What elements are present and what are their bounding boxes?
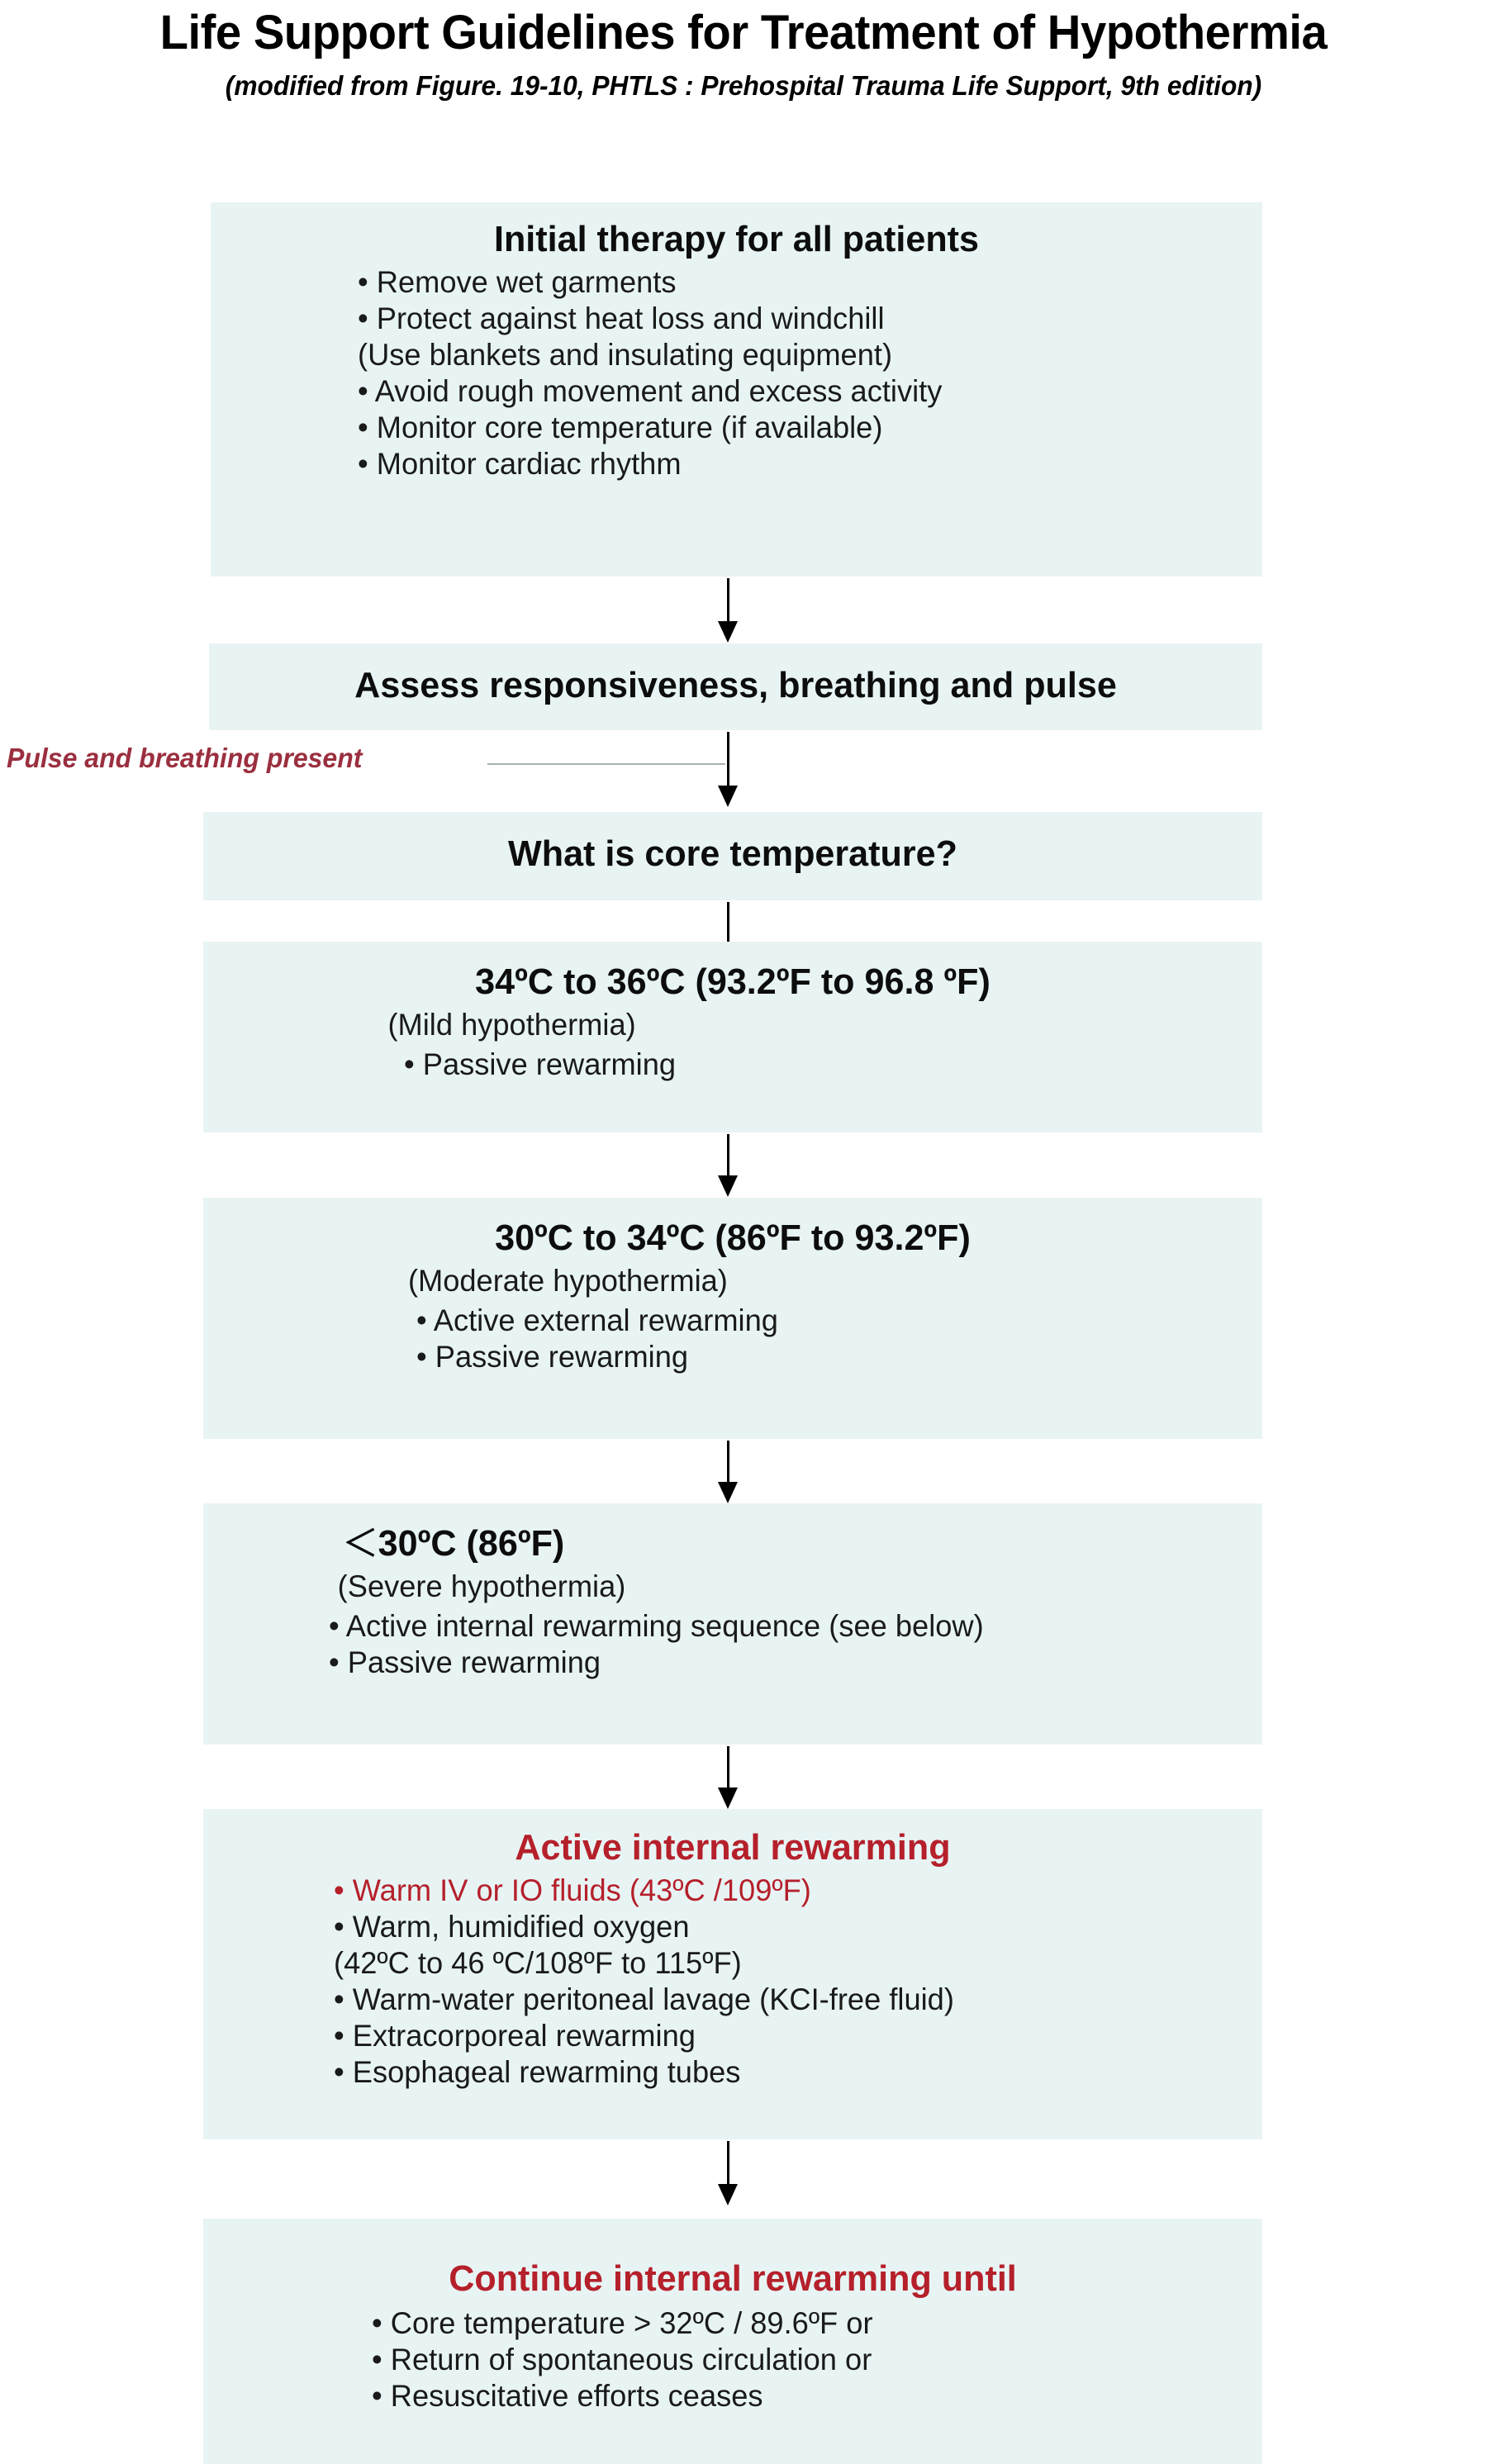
list-item: • Monitor core temperature (if available) — [358, 411, 883, 445]
flow-node-moderate-hypothermia — [203, 1198, 1262, 1439]
node-bullets-moderate-hypothermia — [203, 1303, 1262, 1375]
flow-arrow-7 — [711, 2141, 744, 2205]
node-title-continue-internal-rewarming: Continue internal rewarming until — [449, 2258, 1017, 2299]
page-title: Life Support Guidelines for Treatment of Hypothermia — [159, 6, 1328, 59]
node-title-assess: Assess responsiveness, breathing and pulse — [354, 665, 1117, 705]
list-item: • Passive rewarming — [416, 1339, 689, 1374]
list-item: • Monitor cardiac rhythm — [358, 447, 682, 482]
list-item: • Passive rewarming — [404, 1047, 677, 1081]
node-bullets-severe-hypothermia — [203, 1608, 1262, 1681]
flow-node-mild-hypothermia — [203, 942, 1262, 1132]
flow-node-active-internal-rewarming — [203, 1809, 1262, 2139]
list-item: • Extracorporeal rewarming — [334, 2019, 696, 2053]
flow-arrow-5 — [711, 1441, 744, 1503]
node-subtitle-moderate-hypothermia: (Moderate hypothermia) — [407, 1264, 728, 1298]
node-bullets-continue-internal-rewarming — [203, 2305, 1262, 2414]
list-item: • Core temperature > 32ºC / 89.6ºF or — [372, 2306, 873, 2341]
node-bullets-active-internal-rewarming — [203, 1873, 1262, 2091]
flow-node-severe-hypothermia — [203, 1503, 1262, 1745]
list-item: • Return of spontaneous circulation or — [372, 2343, 872, 2377]
flow-node-core-temperature-question — [203, 812, 1262, 900]
flow-arrow-4 — [711, 1134, 744, 1196]
flow-arrow-2 — [711, 732, 744, 809]
node-title-severe-hypothermia: ＜30ºC (86ºF) — [342, 1523, 565, 1564]
flow-arrow-6 — [711, 1746, 744, 1808]
node-title-core-temperature-question: What is core temperature? — [508, 833, 957, 874]
node-title-moderate-hypothermia: 30ºC to 34ºC (86ºF to 93.2ºF) — [495, 1218, 971, 1258]
branch-label-pulse-and-breathing-present: Pulse and breathing present — [7, 743, 363, 773]
list-item: • Protect against heat loss and windchill — [358, 301, 885, 336]
list-item: • Remove wet garments — [358, 265, 677, 300]
node-title-initial-therapy: Initial therapy for all patients — [493, 219, 980, 259]
flow-node-continue-internal-rewarming — [203, 2219, 1262, 2464]
node-subtitle-mild-hypothermia: (Mild hypothermia) — [387, 1008, 636, 1042]
list-item: • Active external rewarming — [416, 1303, 778, 1337]
flow-arrow-1 — [711, 578, 744, 643]
page-subtitle: (modified from Figure. 19-10, PHTLS : Prehospital Trauma Life Support, 9th edition) — [225, 70, 1262, 102]
list-item: • Warm-water peritoneal lavage (KCI-free fluid) — [334, 1982, 954, 2017]
node-title-active-internal-rewarming: Active internal rewarming — [515, 1827, 951, 1868]
list-item: (42ºC to 46 ºC/108ºF to 115ºF) — [334, 1946, 742, 1981]
list-item: • Esophageal rewarming tubes — [334, 2055, 741, 2090]
list-item: • Avoid rough movement and excess activity — [358, 374, 943, 409]
flow-node-initial-therapy — [211, 202, 1262, 577]
branch-connector-line — [487, 763, 725, 765]
node-title-mild-hypothermia: 34ºC to 36ºC (93.2ºF to 96.8 ºF) — [475, 961, 991, 1002]
node-bullets-mild-hypothermia — [203, 1047, 1262, 1083]
list-item: • Active internal rewarming sequence (see below) — [329, 1608, 984, 1643]
node-bullets-initial-therapy — [211, 264, 1262, 482]
list-item: (Use blankets and insulating equipment) — [358, 338, 893, 373]
list-item: • Passive rewarming — [329, 1645, 601, 1679]
list-item: • Warm, humidified oxygen — [334, 1910, 690, 1944]
node-subtitle-severe-hypothermia: (Severe hypothermia) — [337, 1569, 626, 1604]
flow-node-assess — [209, 643, 1262, 730]
list-item: • Resuscitative efforts ceases — [372, 2379, 763, 2414]
list-item: • Warm IV or IO fluids (43ºC /109ºF) — [334, 1873, 811, 1908]
